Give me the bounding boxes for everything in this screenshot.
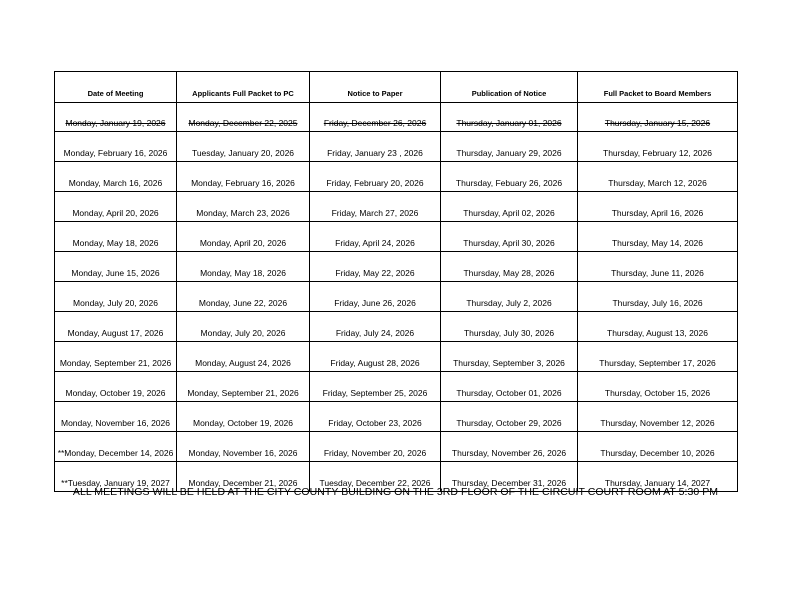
table-row (55, 222, 738, 252)
table-row (55, 312, 738, 342)
cell-notice-to-paper: Friday, January 23 , 2026 (310, 132, 441, 162)
cell-notice-to-paper: Friday, April 24, 2026 (310, 222, 441, 252)
header-applicants-full-packet: Applicants Full Packet to PC (177, 72, 310, 103)
cell-full-packet-to-board: Thursday, January 14, 2027 (578, 462, 738, 492)
cell-publication-of-notice: Thursday, Febuary 26, 2026 (441, 162, 578, 192)
cell-publication-of-notice: Thursday, April 30, 2026 (441, 222, 578, 252)
cell-date-of-meeting: Monday, November 16, 2026 (55, 402, 177, 432)
header-publication-of-notice: Publication of Notice (441, 72, 578, 103)
cell-applicants-full-packet: Monday, June 22, 2026 (177, 282, 310, 312)
header-date-of-meeting: Date of Meeting (55, 72, 177, 103)
meeting-location-note: ALL MEETINGS WILL BE HELD AT THE CITY COUNTY BUILDING ON THE 3RD FLOOR OF THE CIRCUIT COURT ROOM AT 5:30 PM (72, 486, 719, 498)
cell-publication-of-notice: Thursday, January 01, 2026 (441, 103, 578, 132)
cell-publication-of-notice: Thursday, October 01, 2026 (441, 372, 578, 402)
cell-full-packet-to-board: Thursday, February 12, 2026 (578, 132, 738, 162)
cell-notice-to-paper: Tuesday, December 22, 2026 (310, 462, 441, 492)
cell-full-packet-to-board: Thursday, March 12, 2026 (578, 162, 738, 192)
cell-publication-of-notice: Thursday, September 3, 2026 (441, 342, 578, 372)
cell-notice-to-paper: Friday, November 20, 2026 (310, 432, 441, 462)
table-row (55, 342, 738, 372)
cell-full-packet-to-board: Thursday, November 12, 2026 (578, 402, 738, 432)
cell-applicants-full-packet: Monday, December 22, 2025 (177, 103, 310, 132)
cell-publication-of-notice: Thursday, April 02, 2026 (441, 192, 578, 222)
cell-publication-of-notice: Thursday, July 2, 2026 (441, 282, 578, 312)
cell-date-of-meeting: **Tuesday, January 19, 2027 (55, 462, 177, 492)
cell-notice-to-paper: Friday, February 20, 2026 (310, 162, 441, 192)
cell-notice-to-paper: Friday, June 26, 2026 (310, 282, 441, 312)
cell-applicants-full-packet: Monday, October 19, 2026 (177, 402, 310, 432)
cell-notice-to-paper: Friday, May 22, 2026 (310, 252, 441, 282)
cell-notice-to-paper: Friday, August 28, 2026 (310, 342, 441, 372)
cell-applicants-full-packet: Monday, May 18, 2026 (177, 252, 310, 282)
cell-full-packet-to-board: Thursday, January 15, 2026 (578, 103, 738, 132)
cell-applicants-full-packet: Tuesday, January 20, 2026 (177, 132, 310, 162)
cell-date-of-meeting: Monday, February 16, 2026 (55, 132, 177, 162)
table-header-row (55, 72, 738, 103)
cell-full-packet-to-board: Thursday, December 10, 2026 (578, 432, 738, 462)
cell-publication-of-notice: Thursday, July 30, 2026 (441, 312, 578, 342)
header-full-packet-to-board: Full Packet to Board Members (578, 72, 738, 103)
table-row (55, 252, 738, 282)
cell-notice-to-paper: Friday, September 25, 2026 (310, 372, 441, 402)
table-row (55, 282, 738, 312)
cell-date-of-meeting: Monday, May 18, 2026 (55, 222, 177, 252)
cell-date-of-meeting: Monday, March 16, 2026 (55, 162, 177, 192)
header-notice-to-paper: Notice to Paper (310, 72, 441, 103)
cell-publication-of-notice: Thursday, November 26, 2026 (441, 432, 578, 462)
table-row (55, 192, 738, 222)
cell-applicants-full-packet: Monday, March 23, 2026 (177, 192, 310, 222)
cell-publication-of-notice: Thursday, October 29, 2026 (441, 402, 578, 432)
table-row (55, 162, 738, 192)
table-row (55, 103, 738, 132)
table-row (55, 132, 738, 162)
cell-applicants-full-packet: Monday, April 20, 2026 (177, 222, 310, 252)
cell-applicants-full-packet: Monday, February 16, 2026 (177, 162, 310, 192)
cell-date-of-meeting: Monday, July 20, 2026 (55, 282, 177, 312)
cell-notice-to-paper: Friday, March 27, 2026 (310, 192, 441, 222)
cell-full-packet-to-board: Thursday, October 15, 2026 (578, 372, 738, 402)
cell-publication-of-notice: Thursday, January 29, 2026 (441, 132, 578, 162)
cell-publication-of-notice: Thursday, May 28, 2026 (441, 252, 578, 282)
schedule-body (55, 103, 738, 492)
cell-notice-to-paper: Friday, July 24, 2026 (310, 312, 441, 342)
cell-full-packet-to-board: Thursday, July 16, 2026 (578, 282, 738, 312)
cell-date-of-meeting: Monday, October 19, 2026 (55, 372, 177, 402)
cell-applicants-full-packet: Monday, August 24, 2026 (177, 342, 310, 372)
table-row (55, 432, 738, 462)
cell-full-packet-to-board: Thursday, September 17, 2026 (578, 342, 738, 372)
cell-notice-to-paper: Friday, December 26, 2026 (310, 103, 441, 132)
cell-applicants-full-packet: Monday, September 21, 2026 (177, 372, 310, 402)
cell-date-of-meeting: Monday, April 20, 2026 (55, 192, 177, 222)
cell-date-of-meeting: Monday, August 17, 2026 (55, 312, 177, 342)
cell-full-packet-to-board: Thursday, August 13, 2026 (578, 312, 738, 342)
cell-full-packet-to-board: Thursday, May 14, 2026 (578, 222, 738, 252)
cell-date-of-meeting: Monday, January 19, 2026 (55, 103, 177, 132)
cell-full-packet-to-board: Thursday, April 16, 2026 (578, 192, 738, 222)
cell-applicants-full-packet: Monday, December 21, 2026 (177, 462, 310, 492)
cell-publication-of-notice: Thursday, December 31, 2026 (441, 462, 578, 492)
cell-applicants-full-packet: Monday, July 20, 2026 (177, 312, 310, 342)
table-row (55, 372, 738, 402)
cell-date-of-meeting: **Monday, December 14, 2026 (55, 432, 177, 462)
cell-date-of-meeting: Monday, June 15, 2026 (55, 252, 177, 282)
cell-date-of-meeting: Monday, September 21, 2026 (55, 342, 177, 372)
cell-full-packet-to-board: Thursday, June 11, 2026 (578, 252, 738, 282)
cell-applicants-full-packet: Monday, November 16, 2026 (177, 432, 310, 462)
cell-notice-to-paper: Friday, October 23, 2026 (310, 402, 441, 432)
meeting-schedule-table (54, 71, 738, 492)
table-row (55, 402, 738, 432)
